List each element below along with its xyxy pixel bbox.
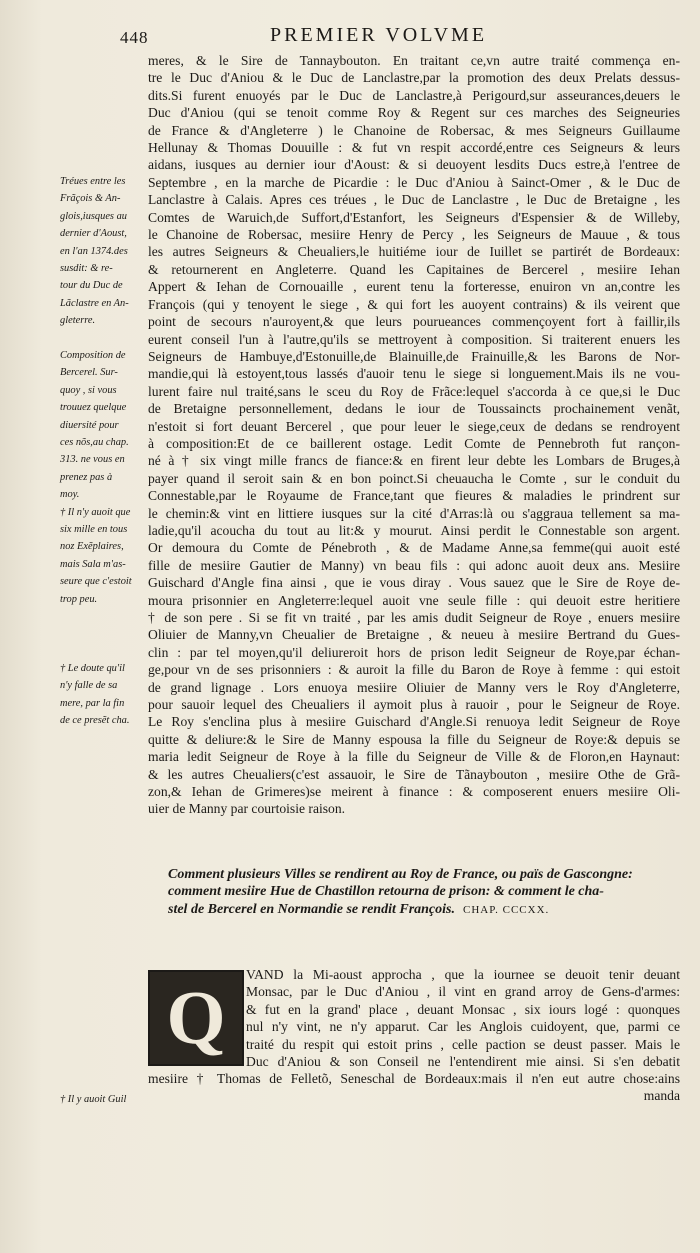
margin-line: 313. ne vous en [60, 454, 125, 466]
text-line: n'estoit si fort deuant Bercerel , que pour leuer le siege,ceux de dedans se rendroyent [148, 418, 680, 434]
text-line: & retournerent en Angleterre. Quand les Capitaines de Bercerel , mesiire Iehan [148, 261, 680, 277]
text-line: Comtes de Waruich,de Suffort,d'Estanfort, les Seigneurs d'Espensier & de Willeby, [148, 209, 680, 225]
margin-line: Frãçois & An- [60, 193, 121, 205]
chapter-number: CHAP. CCCXX. [463, 903, 550, 916]
margin-note-treves [60, 173, 148, 330]
decorated-initial [148, 970, 244, 1066]
margin-line: diuersité pour [60, 419, 119, 431]
text-line: pour sauoir lequel des Cheualiers il aymoit plus à rauoir , pour le Seigneur de Roye. [148, 697, 680, 713]
margin-line: Bercerel. Sur- [60, 367, 118, 379]
text-line: de grand lignage . Lors enuoya mesiire Oliuier de Manny vers le Roy d'Angleterre, [148, 679, 680, 695]
margin-line: moy. [60, 489, 80, 501]
text-line: nul n'y vint, ne n'y apparut. Car les Anglois cuidoyent, que, parmi ce [246, 1019, 680, 1035]
margin-line: de ce presẽt cha. [60, 715, 130, 727]
text-line: point de secours n'auroyent,& que leurs pourueances commençoyent fort à faillir,ils [148, 314, 680, 330]
text-line: maria ledit Seigneur de Roye à la fille du Seigneur de Ville & de Floron,en Haynaut: [148, 749, 680, 765]
text-line: Septembre , en la marche de Picardie : le Duc d'Aniou à Sainct-Omer , & le Duc de [148, 174, 680, 190]
margin-line: gleterre. [60, 315, 96, 327]
text-line: dits.Si furent enuoyés par le Duc de Lanclastre,à Perigourd,sur asseurances,deuers le [148, 87, 680, 103]
text-line: zon,& Iehan de Grimeres)se meirent à finance : & composerent enuers mesiire Oli- [148, 784, 680, 800]
running-title: PREMIER VOLVME [270, 24, 488, 46]
catchword: manda [643, 1088, 680, 1104]
text-line: Appert & Iehan de Cornouaille , eurent tenu la forteresse, enuiron vn an,contre les [148, 279, 680, 295]
text-line: Monsac, par le Duc d'Aniou , il vint en grand arroy de Gens-d'armes: [246, 984, 680, 1000]
text-line: mandie,qui là estoyent,tous lassés d'auoir tenu le siege si longuement.Mais ils ne vou- [148, 366, 680, 382]
text-line: le chemin:& vint en littiere iusques sur la cité d'Arras:là ou s'aggraua tellement sa ma- [148, 505, 680, 521]
margin-line: mere, par la fin [60, 697, 125, 709]
margin-line: trouuez quelque [60, 402, 127, 414]
margin-line: n'y falle de sa [60, 680, 118, 692]
text-line: à composition:Et de ce baillerent ostage. Ledit Comte de Pennebroth fut rançon- [148, 435, 680, 451]
text-line: & les autres Cheualiers(c'est assauoir, le Sire de Tãnaybouton , mesiire Othe de Grã- [148, 766, 680, 782]
text-line: lurent faire nul traité,sans le sceu du Roy de Frãce:lequel s'accorda à ce que,si le Duc [148, 383, 680, 399]
text-line: de France & d'Angleterre ) le Chanoine de Robersac, & mes Seigneurs Guillaume [148, 122, 680, 138]
text-line: † de son pere . Si se fit vn traité , par les amis dudit Seigneur de Roye , enuers mesiire [148, 610, 680, 625]
text-line: quitte & deliure:& le Sire de Manny espousa la fille du Seigneur de Roye:& depuis se [148, 731, 680, 747]
margin-line: ces nõs,au chap. [60, 437, 129, 449]
chapter-heading-line: comment mesiire Hue de Chastillon retourna de prison: & comment le cha- [168, 884, 604, 900]
text-line: Seigneurs de Hambuye,d'Estonuille,de Blainuille,de Frainuille,& les Barons de Nor- [148, 348, 680, 364]
margin-line: noz Exẽplaires, [60, 541, 124, 553]
dropcap-letter: Q [166, 976, 226, 1060]
text-line: eurent conseil l'un à l'autre,qu'ils se mettroyent à composition. Si traiterent enuers les [148, 331, 680, 347]
page-number: 448 [120, 28, 149, 47]
margin-line: en l'an 1374.des [60, 245, 128, 257]
text-line: tre le Duc d'Aniou & le Duc de Lanclastre,par la promotion des deux Prelats dessus- [148, 70, 680, 86]
margin-line: dernier d'Aoust, [60, 228, 127, 240]
margin-line: quoy , si vous [60, 384, 117, 396]
margin-line: seure que c'estoit [60, 576, 132, 588]
margin-note-guil [60, 1091, 148, 1108]
text-line: fille de mesiire Gautier de Manny) vn beau fils : qui adonc auoit deux ans. Mesiire [148, 557, 680, 573]
chapter-text-full [148, 1070, 680, 1105]
text-line: uier de Manny par courtoisie raison. [148, 801, 346, 817]
margin-line: Tréues entre les [60, 176, 126, 187]
text-line: Guischard d'Angle fina ainsi , que ie vous diray . Vous sauez que le Sire de Roye de- [148, 575, 680, 591]
chapter-heading-line: Comment plusieurs Villes se rendirent au Roy de France, ou païs de Gascongne: [168, 867, 633, 882]
text-line: mesiire † Thomas de Felletõ, Seneschal de Bordeaux:mais il n'en eut autre chose:ains [148, 1071, 680, 1086]
margin-line: Composition de [60, 350, 126, 361]
margin-line: † Il y auoit Guil [60, 1094, 127, 1105]
text-line: Duc d'Aniou & son Conseil ne l'entendirent mie ainsi. Si s'en debatit [246, 1054, 680, 1070]
text-line: ge,pour vn de ses prisonniers : & auroit la fille du Baron de Roye à femme : qui estoit [148, 662, 680, 678]
text-line: Hellunay & Thomas Douuille : & fut vn respit accordé,entre ces Seigneurs & leurs [148, 140, 680, 156]
chapter-text-indented [246, 966, 680, 1070]
text-line: Le Roy s'enclina plus à mesiire Guischard d'Angle.Si renuoya ledit Seigneur de Roye [148, 714, 680, 730]
margin-line: Lãclastre en An- [60, 297, 129, 309]
main-text [148, 52, 680, 818]
text-line: les autres Seigneurs & Cheualiers,le huitiéme iour de Iuillet se partirét de Bordeaux: [148, 244, 680, 260]
chapter-heading-text: stel de Bercerel en Normandie se rendit François. [168, 901, 455, 917]
text-line: Oliuier de Manny,vn Cheualier de Bretaigne , & neueu à mesiire Bertrand du Gues- [148, 627, 680, 643]
text-line: Or demoura du Comte de Pénebroth , & de Madame Anne,sa femme(qui auoit esté [148, 540, 680, 556]
chapter-heading-line [168, 901, 680, 919]
text-line: né à † six vingt mille francs de fiance:& en firent leur debte les Lombars de Bruges,à [148, 453, 680, 469]
text-line: & fut en la grand' place , deuant Monsac , six iours logé : quonques [246, 1001, 680, 1017]
text-line: meres, & le Sire de Tannaybouton. En traitant ce,vn autre traité commença en- [148, 53, 680, 68]
text-line: Duc d'Aniou (qui se tenoit comme Roy & Regent sur ces marches des Seigneuries [148, 105, 680, 121]
margin-line: trop peu. [60, 593, 98, 605]
margin-line: † Il n'y auoit que [60, 506, 131, 518]
text-line: de Bretaigne personnellement, dedans le iour de Toussaincts prochainement venãt, [148, 401, 680, 417]
text-line: moura prisonnier en Angleterre:lequel auoit vne seule fille : qui deuoit estre heritiere [148, 592, 680, 608]
text-line: ladie,qu'il acoucha du tout au lit:& y mourut. Ainsi perdit le Connestable son argent. [148, 522, 680, 538]
text-line: clin : par tel moyen,qu'il deliureroit hors de prison ledit Seigneur de Roye,par échan- [148, 644, 680, 660]
margin-line: glois,iusques au [60, 210, 127, 222]
chapter-heading [168, 866, 680, 919]
text-line: VAND la Mi-aoust approcha , que la iournee se deuoit tenir deuant [246, 967, 680, 982]
text-line: payer quand il seroit sain & en bon poinct.Si cheuaucha le Comte , sur le conduit du [148, 470, 680, 486]
text-line: le Chanoine de Robersac, mesiire Henry de Percy , les Seigneurs de Mauue , & tous [148, 227, 680, 243]
margin-line: six mille en tous [60, 524, 128, 536]
text-line: François (qui y tenoyent le siege , & qui fort les auoyent contrains) & ils veirent que [148, 296, 680, 312]
margin-line: mais Sala m'as- [60, 558, 126, 570]
text-line: aidans, iusques au dernier iour d'Aoust: & si deuoyent lesdits Ducs estre,à l'entree de [148, 157, 680, 173]
text-line: Connestable,par le Royaume de France,tant que fieures & maladies le prindrent sur [148, 488, 680, 504]
margin-line: † Le doute qu'il [60, 663, 125, 674]
margin-note-doute [60, 660, 148, 730]
margin-line: tour du Duc de [60, 280, 123, 292]
text-line: traité du respit qui estoit prins , celle paction se deust passer. Mais le [246, 1036, 680, 1052]
margin-note-composition [60, 347, 148, 608]
margin-line: prenez pas à [60, 471, 113, 483]
margin-line: susdit: & re- [60, 263, 113, 275]
text-line: Lanclastre à Calais. Apres ces tréues , le Duc de Lanclastre , le Duc de Bretaigne , les [148, 192, 680, 208]
